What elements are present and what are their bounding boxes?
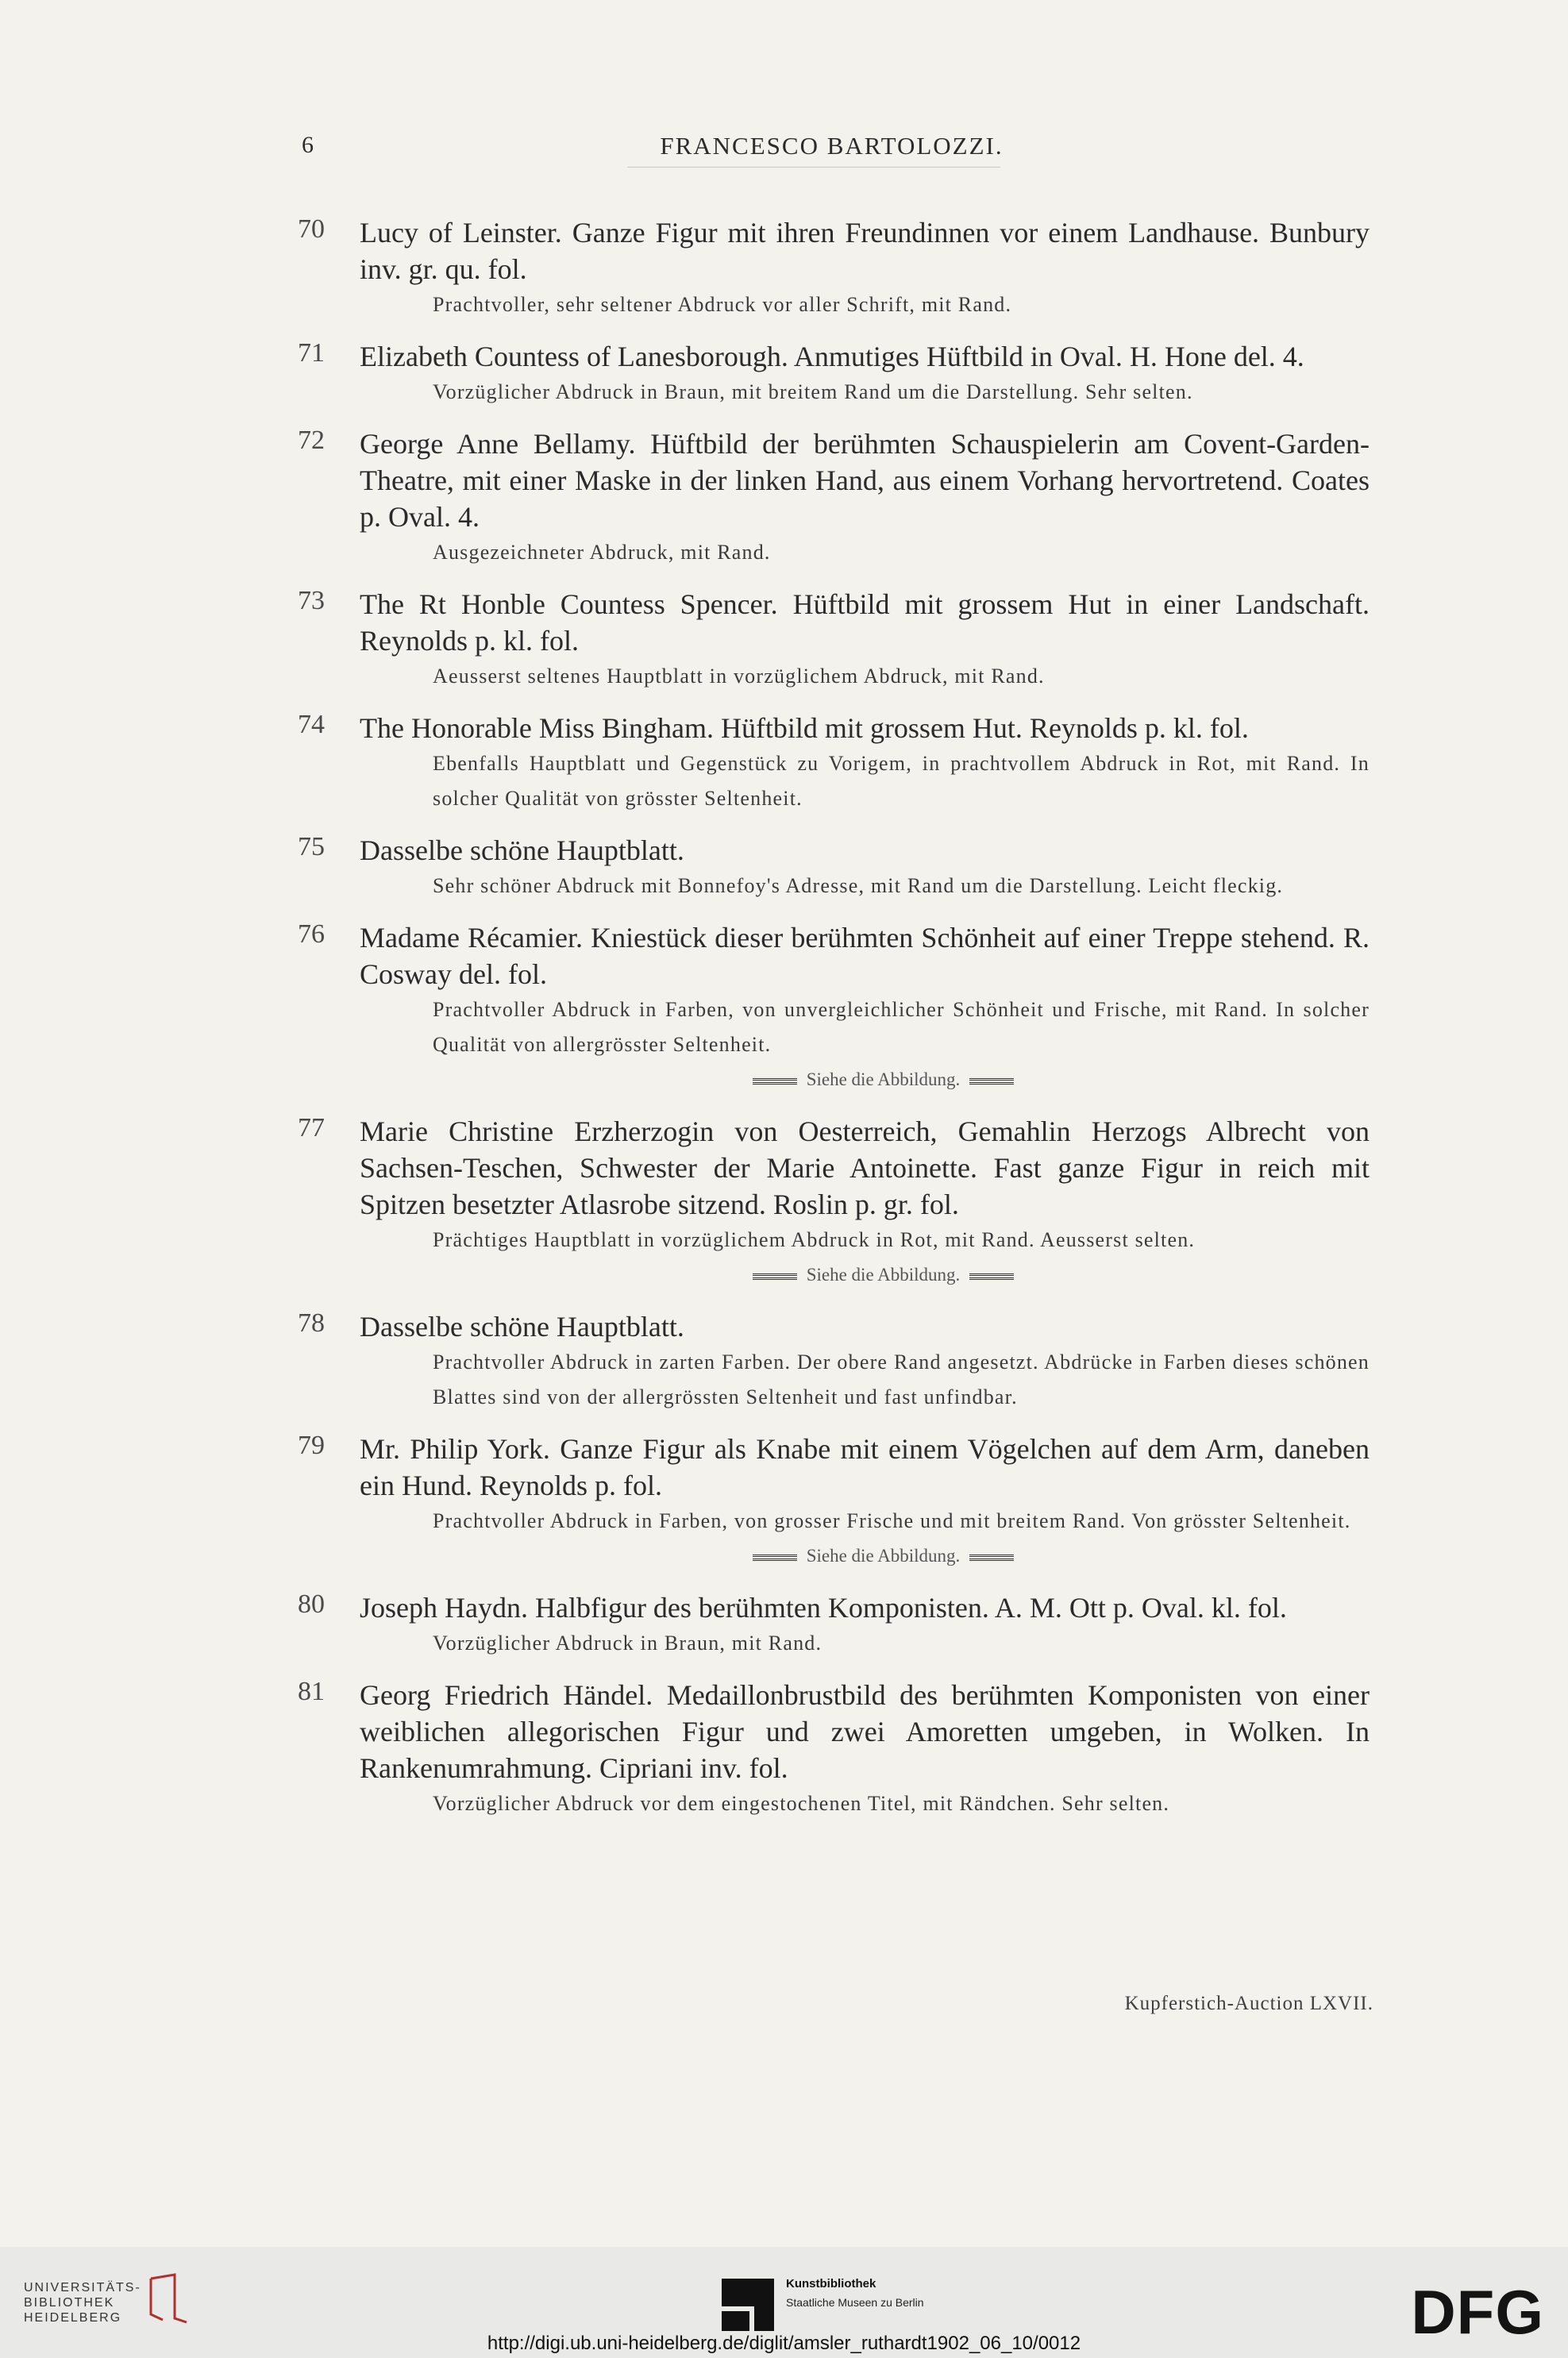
entry-note: Ausgezeichneter Abdruck, mit Rand. bbox=[433, 541, 771, 564]
entry-number: 72 bbox=[298, 426, 325, 455]
entry-description: Mr. Philip York. Ganze Figur als Knabe mit einem Vögelchen auf dem Arm, daneben ein Hund. Reynolds p. fol. bbox=[360, 1433, 1370, 1501]
entry-note: Prachtvoller Abdruck in Farben, von unvergleichlicher Schönheit und Frische, mit Rand. In solcher Qualität von allergrösster Seltenheit. bbox=[433, 998, 1370, 1056]
catalogue-entry bbox=[298, 426, 1370, 570]
entry-description: Madame Récamier. Kniestück dieser berühmten Schönheit auf einer Treppe stehend. R. Cosway del. fol. bbox=[360, 922, 1370, 990]
university-library-label bbox=[24, 2280, 141, 2325]
entry-number: 76 bbox=[298, 919, 325, 949]
entry-number: 79 bbox=[298, 1431, 325, 1460]
entry-note: Prachtvoller Abdruck in zarten Farben. Der obere Rand angesetzt. Abdrücke in Farben dieses schönen Blattes sind von der allergrössten Seltenheit und fast unfindbar. bbox=[433, 1350, 1370, 1408]
catalogue-entry bbox=[298, 338, 1370, 410]
illustration-reference-text: Siehe die Abbildung. bbox=[806, 1546, 961, 1566]
entry-description: George Anne Bellamy. Hüftbild der berühmten Schauspielerin am Covent-Garden-Theatre, mit einer Maske in der linken Hand, aus einem Vorhang hervortretend. Coates p. Oval. 4. bbox=[360, 428, 1370, 533]
entry-description: The Honorable Miss Bingham. Hüftbild mit grossem Hut. Reynolds p. kl. fol. bbox=[360, 712, 1249, 744]
entry-description: Dasselbe schöne Hauptblatt. bbox=[360, 834, 684, 866]
catalogue-entry bbox=[298, 214, 1370, 322]
university-line: BIBLIOTHEK bbox=[24, 2296, 115, 2310]
running-head bbox=[302, 132, 1362, 171]
double-rule bbox=[969, 1273, 1014, 1280]
catalogue-entry bbox=[298, 1113, 1370, 1293]
catalogue-entry bbox=[298, 1308, 1370, 1415]
university-logo-icon bbox=[143, 2271, 191, 2326]
header-rule bbox=[627, 167, 1000, 168]
illustration-reference-text: Siehe die Abbildung. bbox=[806, 1265, 961, 1285]
double-rule bbox=[753, 1078, 797, 1085]
double-rule bbox=[969, 1555, 1014, 1561]
entry-number: 81 bbox=[298, 1677, 325, 1706]
entry-number: 74 bbox=[298, 710, 325, 739]
entry-number: 77 bbox=[298, 1113, 325, 1142]
entry-number: 73 bbox=[298, 586, 325, 615]
entry-note: Aeusserst seltenes Hauptblatt in vorzüglichem Abdruck, mit Rand. bbox=[433, 665, 1045, 688]
illustration-reference bbox=[397, 1539, 1370, 1574]
entry-number: 70 bbox=[298, 214, 325, 244]
catalogue-entry bbox=[298, 832, 1370, 904]
entry-number: 80 bbox=[298, 1589, 325, 1619]
double-rule bbox=[969, 1078, 1014, 1085]
catalogue-entry bbox=[298, 919, 1370, 1097]
entry-note: Ebenfalls Hauptblatt und Gegenstück zu Vorigem, in prachtvollem Abdruck in Rot, mit Rand. In solcher Qualität von grösster Seltenheit. bbox=[433, 752, 1370, 810]
entry-description: Lucy of Leinster. Ganze Figur mit ihren Freundinnen vor einem Landhause. Bunbury inv. gr. qu. fol. bbox=[360, 217, 1370, 285]
catalogue-entry bbox=[298, 710, 1370, 816]
entry-description: The Rt Honble Countess Spencer. Hüftbild mit grossem Hut in einer Landschaft. Reynolds p. kl. fol. bbox=[360, 588, 1370, 657]
entry-description: Georg Friedrich Händel. Medaillonbrustbild des berühmten Komponisten von einer weiblichen allegorischen Figur und zwei Amoretten umgeben, in Wolken. In Rankenumrahmung. Cipriani inv. fol. bbox=[360, 1679, 1370, 1784]
entry-description: Dasselbe schöne Hauptblatt. bbox=[360, 1311, 684, 1343]
illustration-reference bbox=[397, 1258, 1370, 1293]
entry-description: Marie Christine Erzherzogin von Oesterreich, Gemahlin Herzogs Albrecht von Sachsen-Teschen, Schwester der Marie Antoinette. Fast ganze Figur in reich mit Spitzen besetzter Atlasrobe sitzend. Roslin p. gr. fol. bbox=[360, 1115, 1370, 1220]
digitization-footer bbox=[0, 2247, 1568, 2358]
catalogue-entry bbox=[298, 1589, 1370, 1661]
entry-number: 75 bbox=[298, 832, 325, 861]
dfg-logo: DFG bbox=[1411, 2277, 1544, 2347]
running-title: FRANCESCO BARTOLOZZI. bbox=[660, 132, 1004, 160]
entry-description: Elizabeth Countess of Lanesborough. Anmutiges Hüftbild in Oval. H. Hone del. 4. bbox=[360, 341, 1304, 372]
entry-note: Prachtvoller Abdruck in Farben, von grosser Frische und mit breitem Rand. Von grösster Seltenheit. bbox=[433, 1509, 1351, 1532]
catalogue-entries bbox=[298, 214, 1370, 1837]
kunstbibliothek-logo-icon bbox=[720, 2277, 776, 2333]
kunstbibliothek-subtitle: Staatliche Museen zu Berlin bbox=[786, 2296, 924, 2309]
page-number: 6 bbox=[302, 132, 314, 158]
entry-number: 78 bbox=[298, 1308, 325, 1338]
permalink-url[interactable]: http://digi.ub.uni-heidelberg.de/diglit/amsler_ruthardt1902_06_10/0012 bbox=[487, 2333, 1081, 2354]
university-line: HEIDELBERG bbox=[24, 2311, 122, 2325]
double-rule bbox=[753, 1555, 797, 1561]
catalogue-entry bbox=[298, 586, 1370, 694]
university-line: UNIVERSITÄTS- bbox=[24, 2281, 141, 2294]
catalogue-entry bbox=[298, 1677, 1370, 1821]
entry-note: Prächtiges Hauptblatt in vorzüglichem Abdruck in Rot, mit Rand. Aeusserst selten. bbox=[433, 1228, 1196, 1251]
entry-note: Vorzüglicher Abdruck in Braun, mit Rand. bbox=[433, 1632, 823, 1655]
entry-note: Vorzüglicher Abdruck vor dem eingestochenen Titel, mit Rändchen. Sehr selten. bbox=[433, 1792, 1170, 1815]
kunstbibliothek-name: Kunstbibliothek bbox=[786, 2277, 876, 2291]
entry-note: Vorzüglicher Abdruck in Braun, mit breitem Rand um die Darstellung. Sehr selten. bbox=[433, 380, 1193, 403]
entry-note: Sehr schöner Abdruck mit Bonnefoy's Adresse, mit Rand um die Darstellung. Leicht fleckig. bbox=[433, 874, 1284, 897]
illustration-reference-text: Siehe die Abbildung. bbox=[806, 1069, 961, 1089]
entry-description: Joseph Haydn. Halbfigur des berühmten Komponisten. A. M. Ott p. Oval. kl. fol. bbox=[360, 1592, 1287, 1624]
catalogue-entry bbox=[298, 1431, 1370, 1574]
double-rule bbox=[753, 1273, 797, 1280]
entry-note: Prachtvoller, sehr seltener Abdruck vor aller Schrift, mit Rand. bbox=[433, 293, 1012, 316]
illustration-reference bbox=[397, 1062, 1370, 1097]
footer-note: Kupferstich-Auction LXVII. bbox=[1124, 1993, 1373, 2014]
entry-number: 71 bbox=[298, 338, 325, 368]
